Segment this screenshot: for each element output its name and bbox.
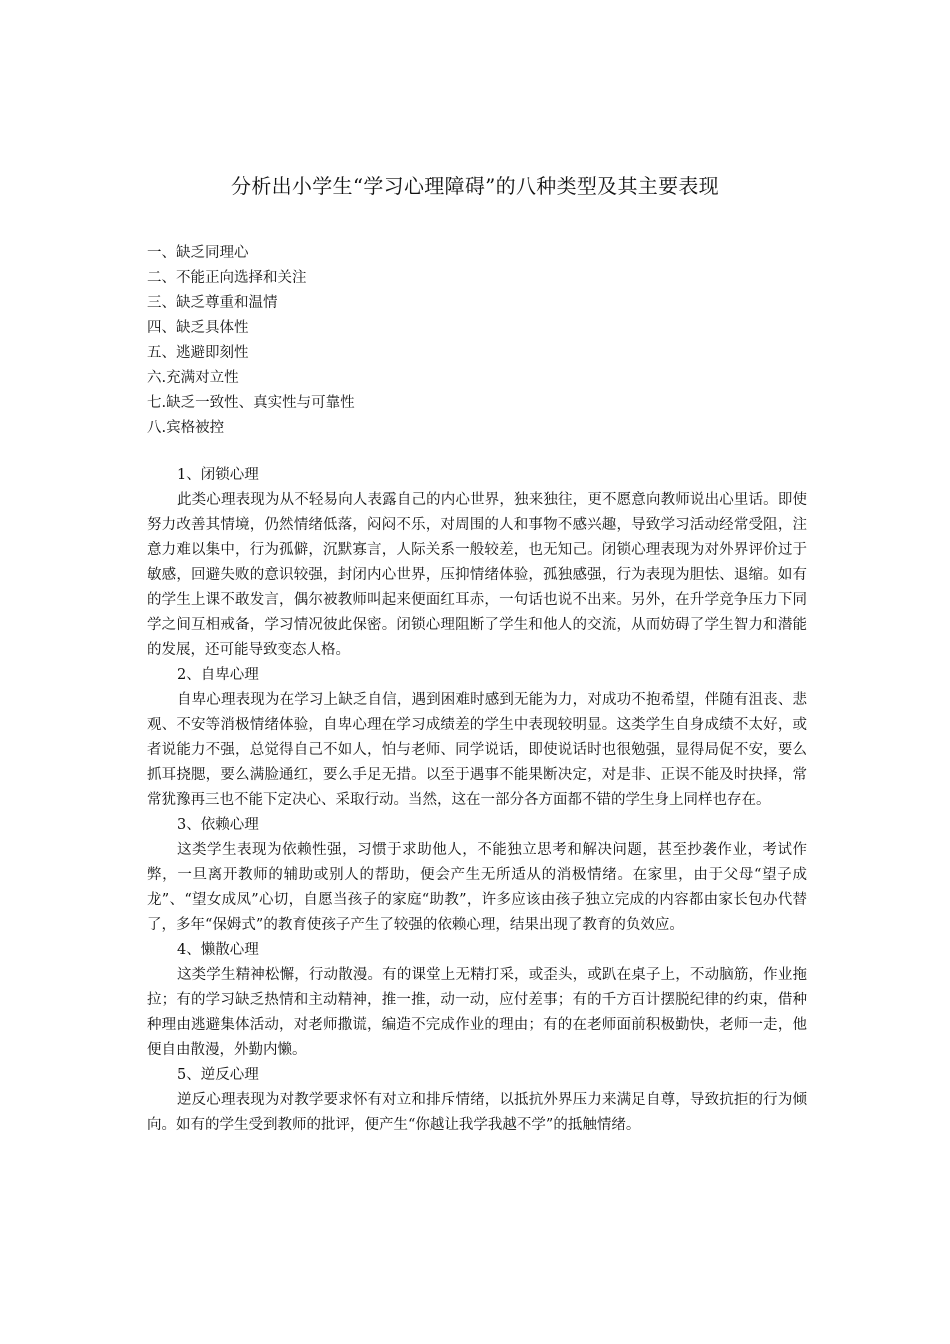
section-paragraph: 逆反心理表现为对教学要求怀有对立和排斥情绪，以抵抗外界压力来满足自尊，导致抗拒的行为倾向。如有的学生受到教师的批评，便产生“你越让我学我越不学”的抵触情绪。 <box>147 1092 807 1133</box>
section-heading: 5、逆反心理 <box>177 1067 259 1083</box>
type-list <box>147 241 807 441</box>
type-list-item: 七.缺乏一致性、真实性与可靠性 <box>147 395 355 411</box>
type-list-item: 六.充满对立性 <box>147 370 239 386</box>
type-list-item: 四、缺乏具体性 <box>147 320 249 336</box>
type-list-item: 三、缺乏尊重和温情 <box>147 295 278 311</box>
section-heading: 4、懒散心理 <box>177 942 259 958</box>
section-paragraph: 自卑心理表现为在学习上缺乏自信，遇到困难时感到无能为力，对成功不抱希望，伴随有沮丧、悲观、不安等消极情绪体验，自卑心理在学习成绩差的学生中表现较明显。这类学生自身成绩不太好，或者说能力不强，总觉得自己不如人，怕与老师、同学说话，即使说话时也很勉强，显得局促不安，要么抓耳挠腮，要么满脸通红，要么手足无措。以至于遇事不能果断决定，对是非、正误不能及时抉择，常常犹豫再三也不能下定决心、采取行动。当然，这在一部分各方面都不错的学生身上同样也存在。 <box>147 692 807 808</box>
type-list-item: 一、缺乏同理心 <box>147 245 249 261</box>
type-list-item: 五、逃避即刻性 <box>147 345 249 361</box>
section-paragraph: 此类心理表现为从不轻易向人表露自己的内心世界，独来独往，更不愿意向教师说出心里话。即使努力改善其情境，仍然情绪低落，闷闷不乐，对周围的人和事物不感兴趣，导致学习活动经常受阻，注意力难以集中，行为孤僻，沉默寡言，人际关系一般较差，也无知己。闭锁心理表现为对外界评价过于敏感，回避失败的意识较强，封闭内心世界，压抑情绪体验，孤独感强，行为表现为胆怯、退缩。如有的学生上课不敢发言，偶尔被教师叫起来便面红耳赤，一句话也说不出来。另外，在升学竞争压力下同学之间互相戒备，学习情况彼此保密。闭锁心理阻断了学生和他人的交流，从而妨碍了学生智力和潜能的发展，还可能导致变态人格。 <box>147 492 807 658</box>
type-list-item: 八.宾格被控 <box>147 420 225 436</box>
document-title: 分析出小学生“学习心理障碍”的八种类型及其主要表现 <box>231 174 719 198</box>
section-heading: 2、自卑心理 <box>177 667 259 683</box>
section-heading: 3、依赖心理 <box>177 817 259 833</box>
document-body <box>147 463 807 1138</box>
type-list-item: 二、不能正向选择和关注 <box>147 270 307 286</box>
section-paragraph: 这类学生表现为依赖性强，习惯于求助他人，不能独立思考和解决问题，甚至抄袭作业，考试作弊，一旦离开教师的辅助或别人的帮助，便会产生无所适从的消极情绪。在家里，由于父母“望子成龙”、“望女成凤”心切，自愿当孩子的家庭“助教”，许多应该由孩子独立完成的内容都由家长包办代替了，多年“保姆式”的教育使孩子产生了较强的依赖心理，结果出现了教育的负效应。 <box>147 842 807 933</box>
section-heading: 1、闭锁心理 <box>177 467 259 483</box>
section-paragraph: 这类学生精神松懈，行动散漫。有的课堂上无精打采，或歪头，或趴在桌子上，不动脑筋，作业拖拉；有的学习缺乏热情和主动精神，推一推，动一动，应付差事；有的千方百计摆脱纪律的约束，借种种理由逃避集体活动，对老师撒谎，编造不完成作业的理由；有的在老师面前积极勤快，老师一走，他便自由散漫，外勤内懒。 <box>147 967 807 1058</box>
